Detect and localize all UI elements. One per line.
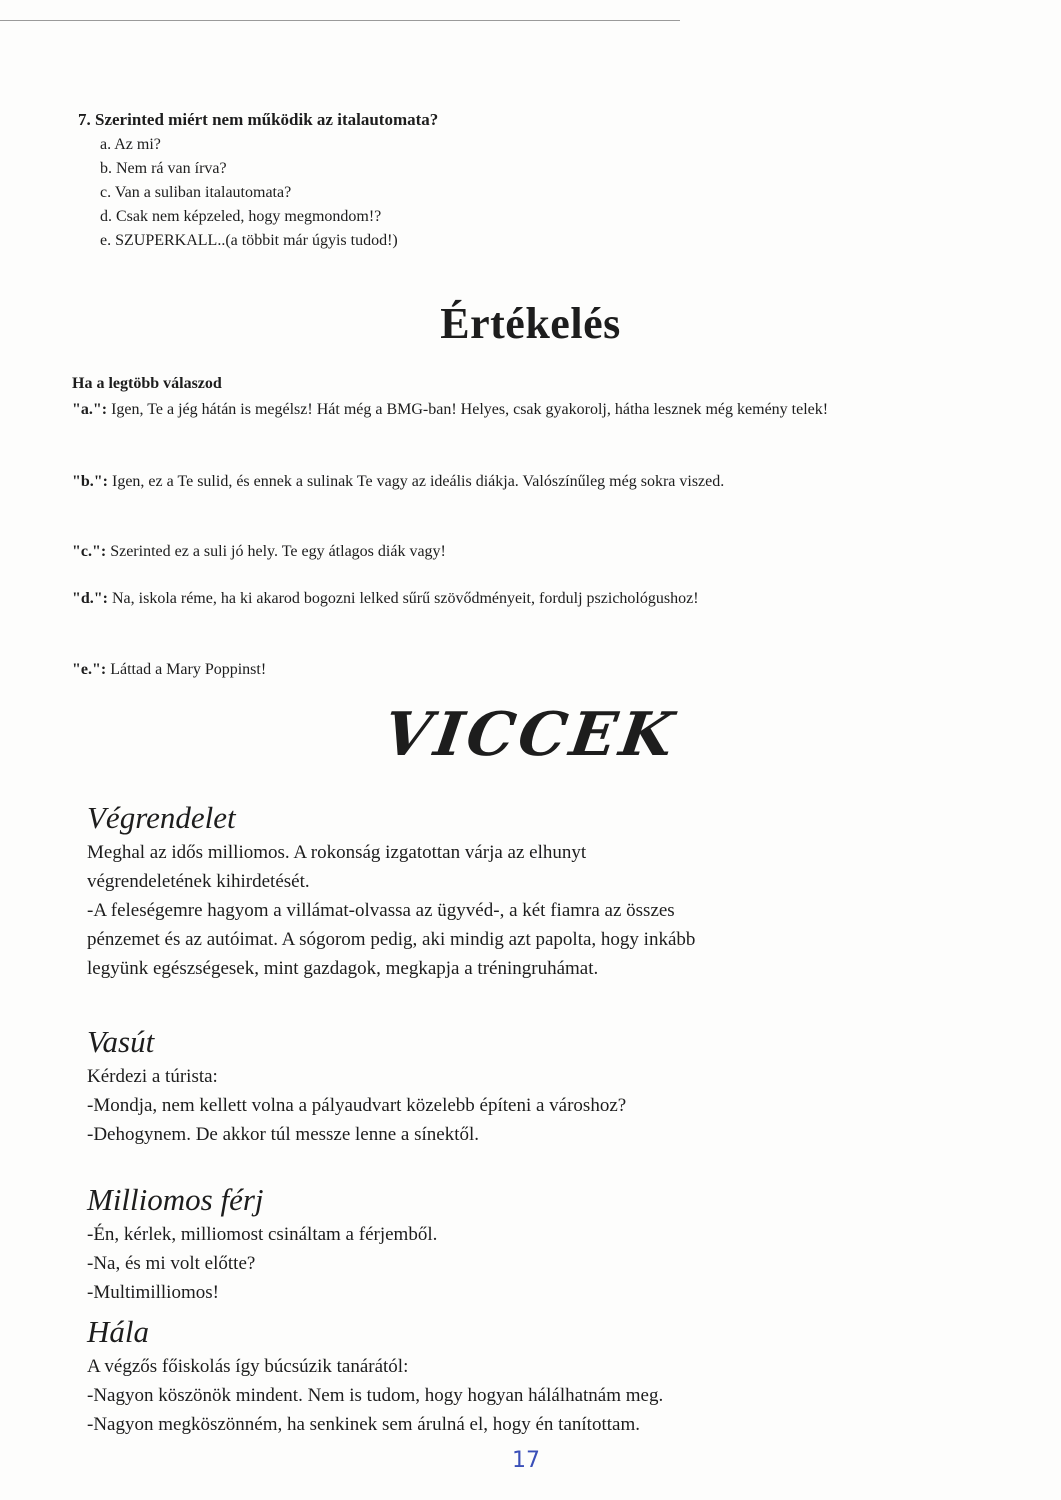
evaluation-key-b: "b.": <box>72 473 108 490</box>
evaluation-item-b <box>72 470 872 493</box>
joke-line: A végzős főiskolás így búcsúzik tanárától: <box>87 1356 409 1377</box>
joke-title-hala: Hála <box>87 1314 149 1349</box>
evaluation-item-d <box>72 587 872 610</box>
evaluation-item-a <box>72 398 872 421</box>
top-rule <box>0 20 680 21</box>
jokes-heading: VICCEK <box>379 700 682 770</box>
joke-line: -A feleségemre hagyom a villámat-olvassa az ügyvéd-, a két fiamra az összes <box>87 900 675 921</box>
evaluation-intro: Ha a legtöbb válaszod <box>72 375 222 392</box>
joke-line: -Mondja, nem kellett volna a pályaudvart közelebb építeni a városhoz? <box>87 1095 627 1116</box>
evaluation-item-e <box>72 658 872 681</box>
evaluation-text-e: Láttad a Mary Poppinst! <box>110 661 267 678</box>
joke-line: -Én, kérlek, milliomost csináltam a férjemből. <box>87 1224 438 1245</box>
page-number: 17 <box>512 1448 540 1473</box>
question-option-b: b. Nem rá van írva? <box>100 160 227 177</box>
evaluation-text-c: Szerinted ez a suli jó hely. Te egy átlagos diák vagy! <box>110 543 446 560</box>
evaluation-key-c: "c.": <box>72 543 107 560</box>
joke-body-milliomos-ferj <box>87 1220 887 1307</box>
evaluation-key-d: "d.": <box>72 590 108 607</box>
joke-body-hala <box>87 1352 887 1439</box>
joke-title-vasut: Vasút <box>87 1024 155 1059</box>
question-option-d: d. Csak nem képzeled, hogy megmondom!? <box>100 208 382 225</box>
evaluation-heading: Értékelés <box>440 299 621 348</box>
evaluation-item-c <box>72 540 872 563</box>
evaluation-key-a: "a.": <box>72 401 108 418</box>
question-title: 7. Szerinted miért nem működik az italautomata? <box>78 110 439 129</box>
joke-body-vegrendelet <box>87 838 887 983</box>
joke-line: -Nagyon megköszönném, ha senkinek sem árulná el, hogy én tanítottam. <box>87 1414 640 1435</box>
joke-line: pénzemet és az autóimat. A sógorom pedig, aki mindig azt papolta, hogy inkább <box>87 929 696 950</box>
joke-line: Kérdezi a túrista: <box>87 1066 218 1087</box>
joke-title-vegrendelet: Végrendelet <box>87 800 236 835</box>
joke-body-vasut <box>87 1062 887 1149</box>
joke-line: -Na, és mi volt előtte? <box>87 1253 256 1274</box>
joke-title-milliomos-ferj: Milliomos férj <box>87 1182 264 1217</box>
question-options <box>100 133 398 253</box>
question-option-c: c. Van a suliban italautomata? <box>100 184 292 201</box>
joke-line: -Nagyon köszönök mindent. Nem is tudom, hogy hogyan hálálhatnám meg. <box>87 1385 664 1406</box>
evaluation-text-b: Igen, ez a Te sulid, és ennek a sulinak Te vagy az ideális diákja. Valószínűleg még sokra viszed. <box>112 473 725 490</box>
question-option-a: a. Az mi? <box>100 136 161 153</box>
joke-line: -Multimilliomos! <box>87 1282 219 1303</box>
joke-line: -Dehogynem. De akkor túl messze lenne a sínektől. <box>87 1124 480 1145</box>
evaluation-key-e: "e.": <box>72 661 107 678</box>
joke-line: végrendeletének kihirdetését. <box>87 871 310 892</box>
evaluation-text-d: Na, iskola réme, ha ki akarod bogozni lelked sűrű szövődményeit, fordulj pszichológushoz! <box>112 590 699 607</box>
question-option-e: e. SZUPERKALL..(a többit már úgyis tudod!) <box>100 232 398 249</box>
evaluation-text-a: Igen, Te a jég hátán is megélsz! Hát még a BMG-ban! Helyes, csak gyakorolj, hátha lesznek még kemény telek! <box>111 401 829 418</box>
joke-line: Meghal az idős milliomos. A rokonság izgatottan várja az elhunyt <box>87 842 587 863</box>
joke-line: legyünk egészségesek, mint gazdagok, megkapja a tréningruhámat. <box>87 958 599 979</box>
